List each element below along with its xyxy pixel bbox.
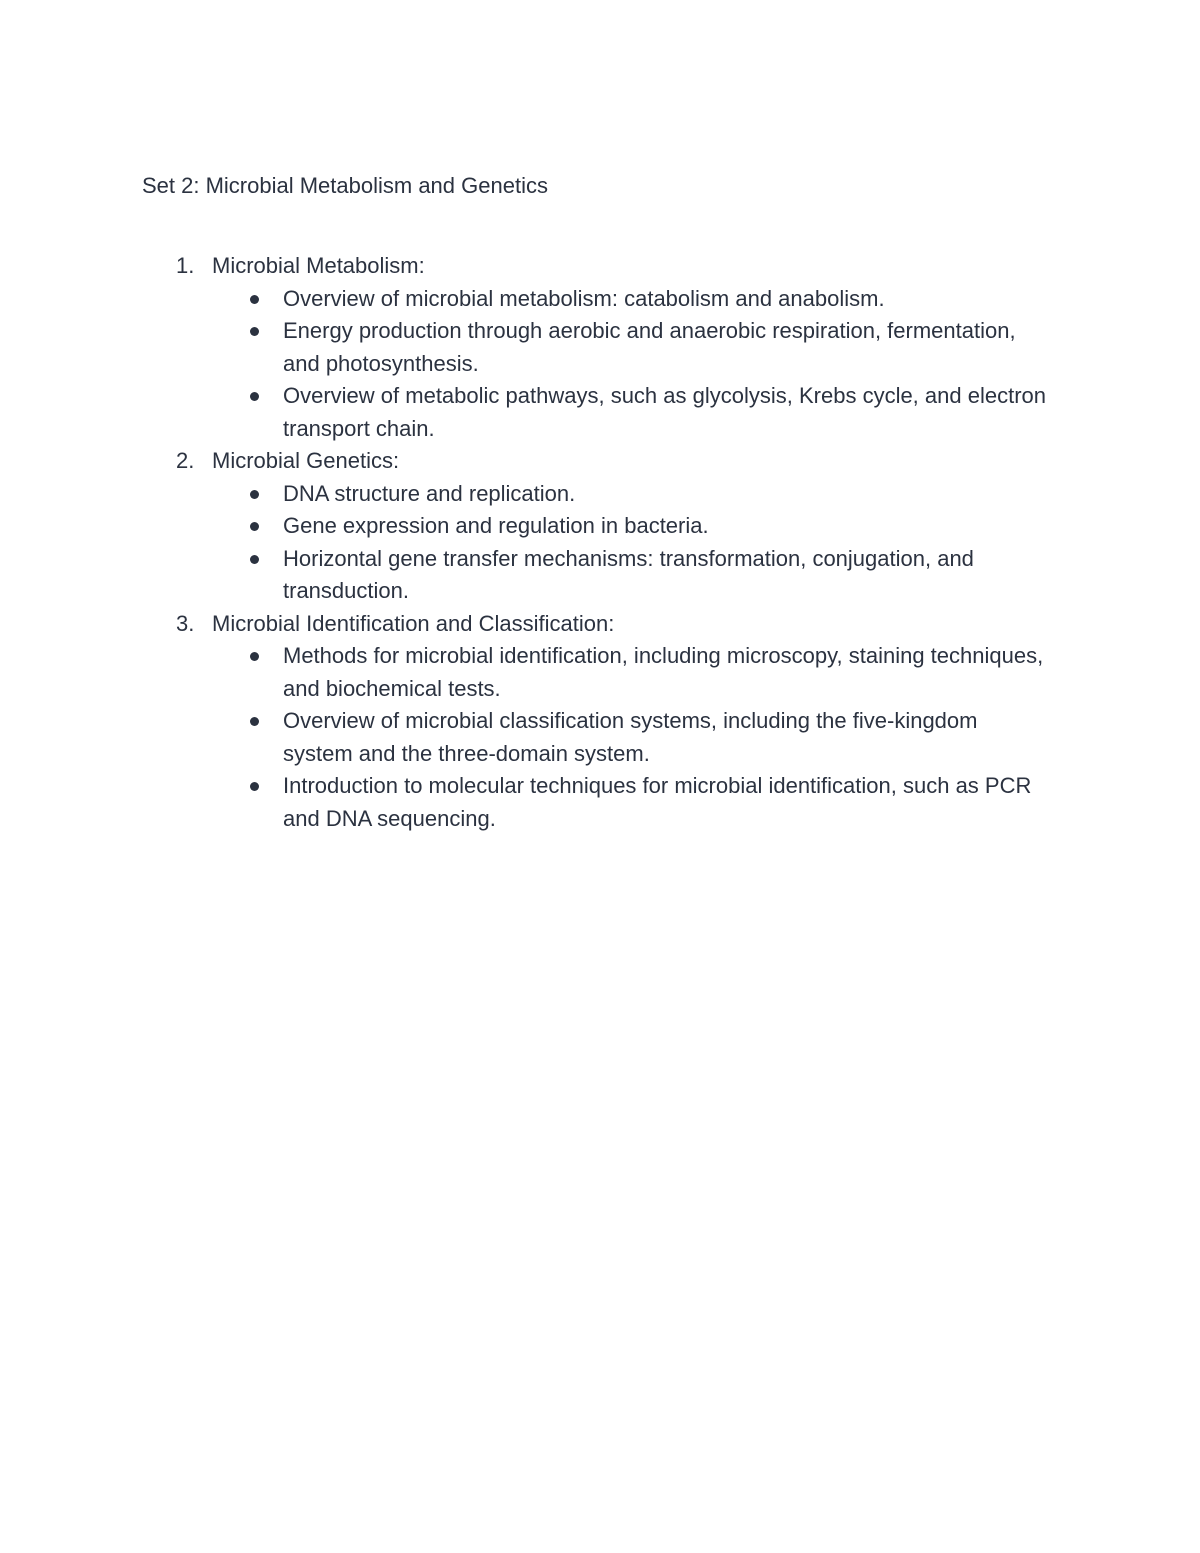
bullet-list (0, 478, 1200, 608)
section-title: Microbial Genetics: (212, 448, 400, 473)
bullet-item (0, 705, 1200, 770)
bullet-dot-icon (250, 522, 259, 531)
bullet-item (0, 315, 1200, 380)
document-title: Set 2: Microbial Metabolism and Genetics (142, 173, 548, 198)
bullet-text: DNA structure and replication. (283, 480, 576, 506)
bullet-text: Methods for microbial identification, including microscopy, staining techniques, and biochemical tests. (283, 643, 1044, 701)
section-title: Microbial Metabolism: (212, 253, 425, 278)
bullet-item (0, 478, 1200, 511)
bullet-dot-icon (250, 717, 259, 726)
section-list (0, 250, 1200, 835)
bullet-text: Energy production through aerobic and anaerobic respiration, fermentation, and photosynthesis. (283, 318, 1016, 376)
bullet-item (0, 380, 1200, 445)
bullet-text: Overview of metabolic pathways, such as glycolysis, Krebs cycle, and electron transport chain. (283, 383, 1046, 441)
bullet-text: Horizontal gene transfer mechanisms: transformation, conjugation, and transduction. (283, 545, 974, 603)
bullet-dot-icon (250, 490, 259, 499)
bullet-item (0, 640, 1200, 705)
section-item (0, 608, 1200, 836)
bullet-text: Introduction to molecular techniques for microbial identification, such as PCR and DNA sequencing. (283, 773, 1032, 831)
bullet-list (0, 640, 1200, 835)
bullet-item (0, 510, 1200, 543)
bullet-text: Gene expression and regulation in bacteria. (283, 513, 709, 538)
bullet-dot-icon (250, 392, 259, 401)
section-item (0, 250, 1200, 445)
bullet-item (0, 543, 1200, 608)
section-item (0, 445, 1200, 608)
bullet-dot-icon (250, 327, 259, 336)
bullet-dot-icon (250, 652, 259, 661)
bullet-dot-icon (250, 295, 259, 304)
bullet-item (0, 283, 1200, 316)
section-number: 1. (176, 253, 195, 278)
bullet-text: Overview of microbial metabolism: catabolism and anabolism. (283, 285, 885, 311)
bullet-dot-icon (250, 782, 259, 791)
bullet-text: Overview of microbial classification systems, including the five-kingdom system and the three-domain system. (283, 708, 978, 766)
section-number: 3. (176, 610, 195, 636)
bullet-dot-icon (250, 555, 259, 564)
bullet-item (0, 770, 1200, 835)
bullet-list (0, 283, 1200, 446)
section-title: Microbial Identification and Classification: (212, 610, 615, 636)
section-number: 2. (176, 448, 195, 473)
